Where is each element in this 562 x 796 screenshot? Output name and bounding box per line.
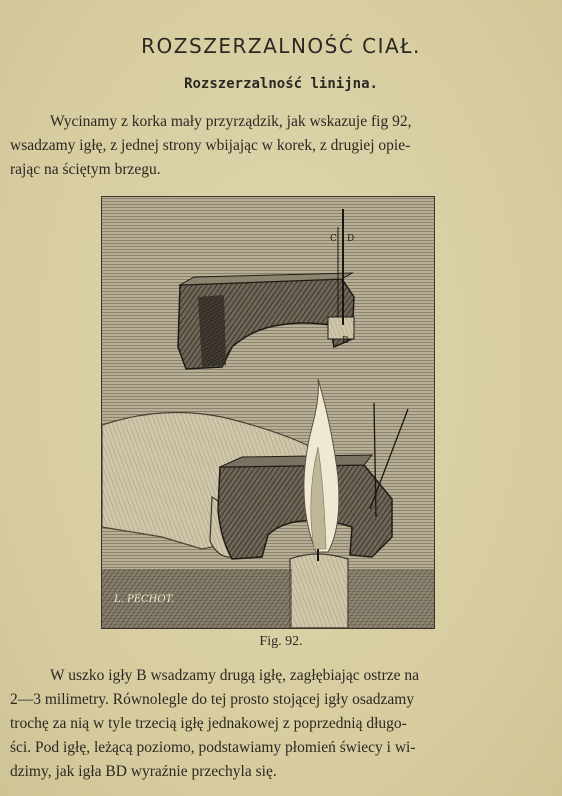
paragraph-line: 2—3 milimetry. Równolegle do tej prosto stojącej igły osadzamy <box>10 691 415 708</box>
paragraph-line: W uszko igły B wsadzamy drugą igłę, zagłębiając ostrze na <box>50 667 420 684</box>
paragraph-line: ści. Pod igłę, leżącą poziomo, podstawiamy płomień świecy i wi- <box>10 739 416 756</box>
candle <box>290 549 348 628</box>
paragraph-experiment <box>10 664 522 784</box>
candle-flame <box>304 379 339 552</box>
label-d: D <box>347 234 355 244</box>
upper-cork-piece <box>178 273 354 369</box>
cork-needle-illustration <box>102 197 434 628</box>
paragraph-line: dzimy, jak igła BD wyraźnie przechyla się. <box>10 763 277 780</box>
paragraph-line: rając na ściętym brzegu. <box>10 161 161 178</box>
figure-caption: Fig. 92. <box>259 634 303 649</box>
label-b: B <box>342 336 349 346</box>
paragraph-line: wsadzamy igłę, z jednej strony wbijając w korek, z drugiej opie- <box>10 137 411 154</box>
section-subtitle: Rozszerzalność linijna. <box>184 76 378 92</box>
engraving-figure <box>101 196 435 629</box>
paragraph-intro <box>10 110 522 182</box>
paragraph-line: Wycinamy z korka mały przyrządzik, jak wskazuje fig 92, <box>50 113 412 130</box>
paragraph-line: trochę za nią w tyle trzecią igłę jednakowej z poprzednią długo- <box>10 715 407 732</box>
engraver-signature: L. PÉCHOT. <box>114 594 174 605</box>
label-c: C <box>330 234 337 244</box>
page-title: ROZSZERZALNOŚĆ CIAŁ. <box>141 34 421 58</box>
